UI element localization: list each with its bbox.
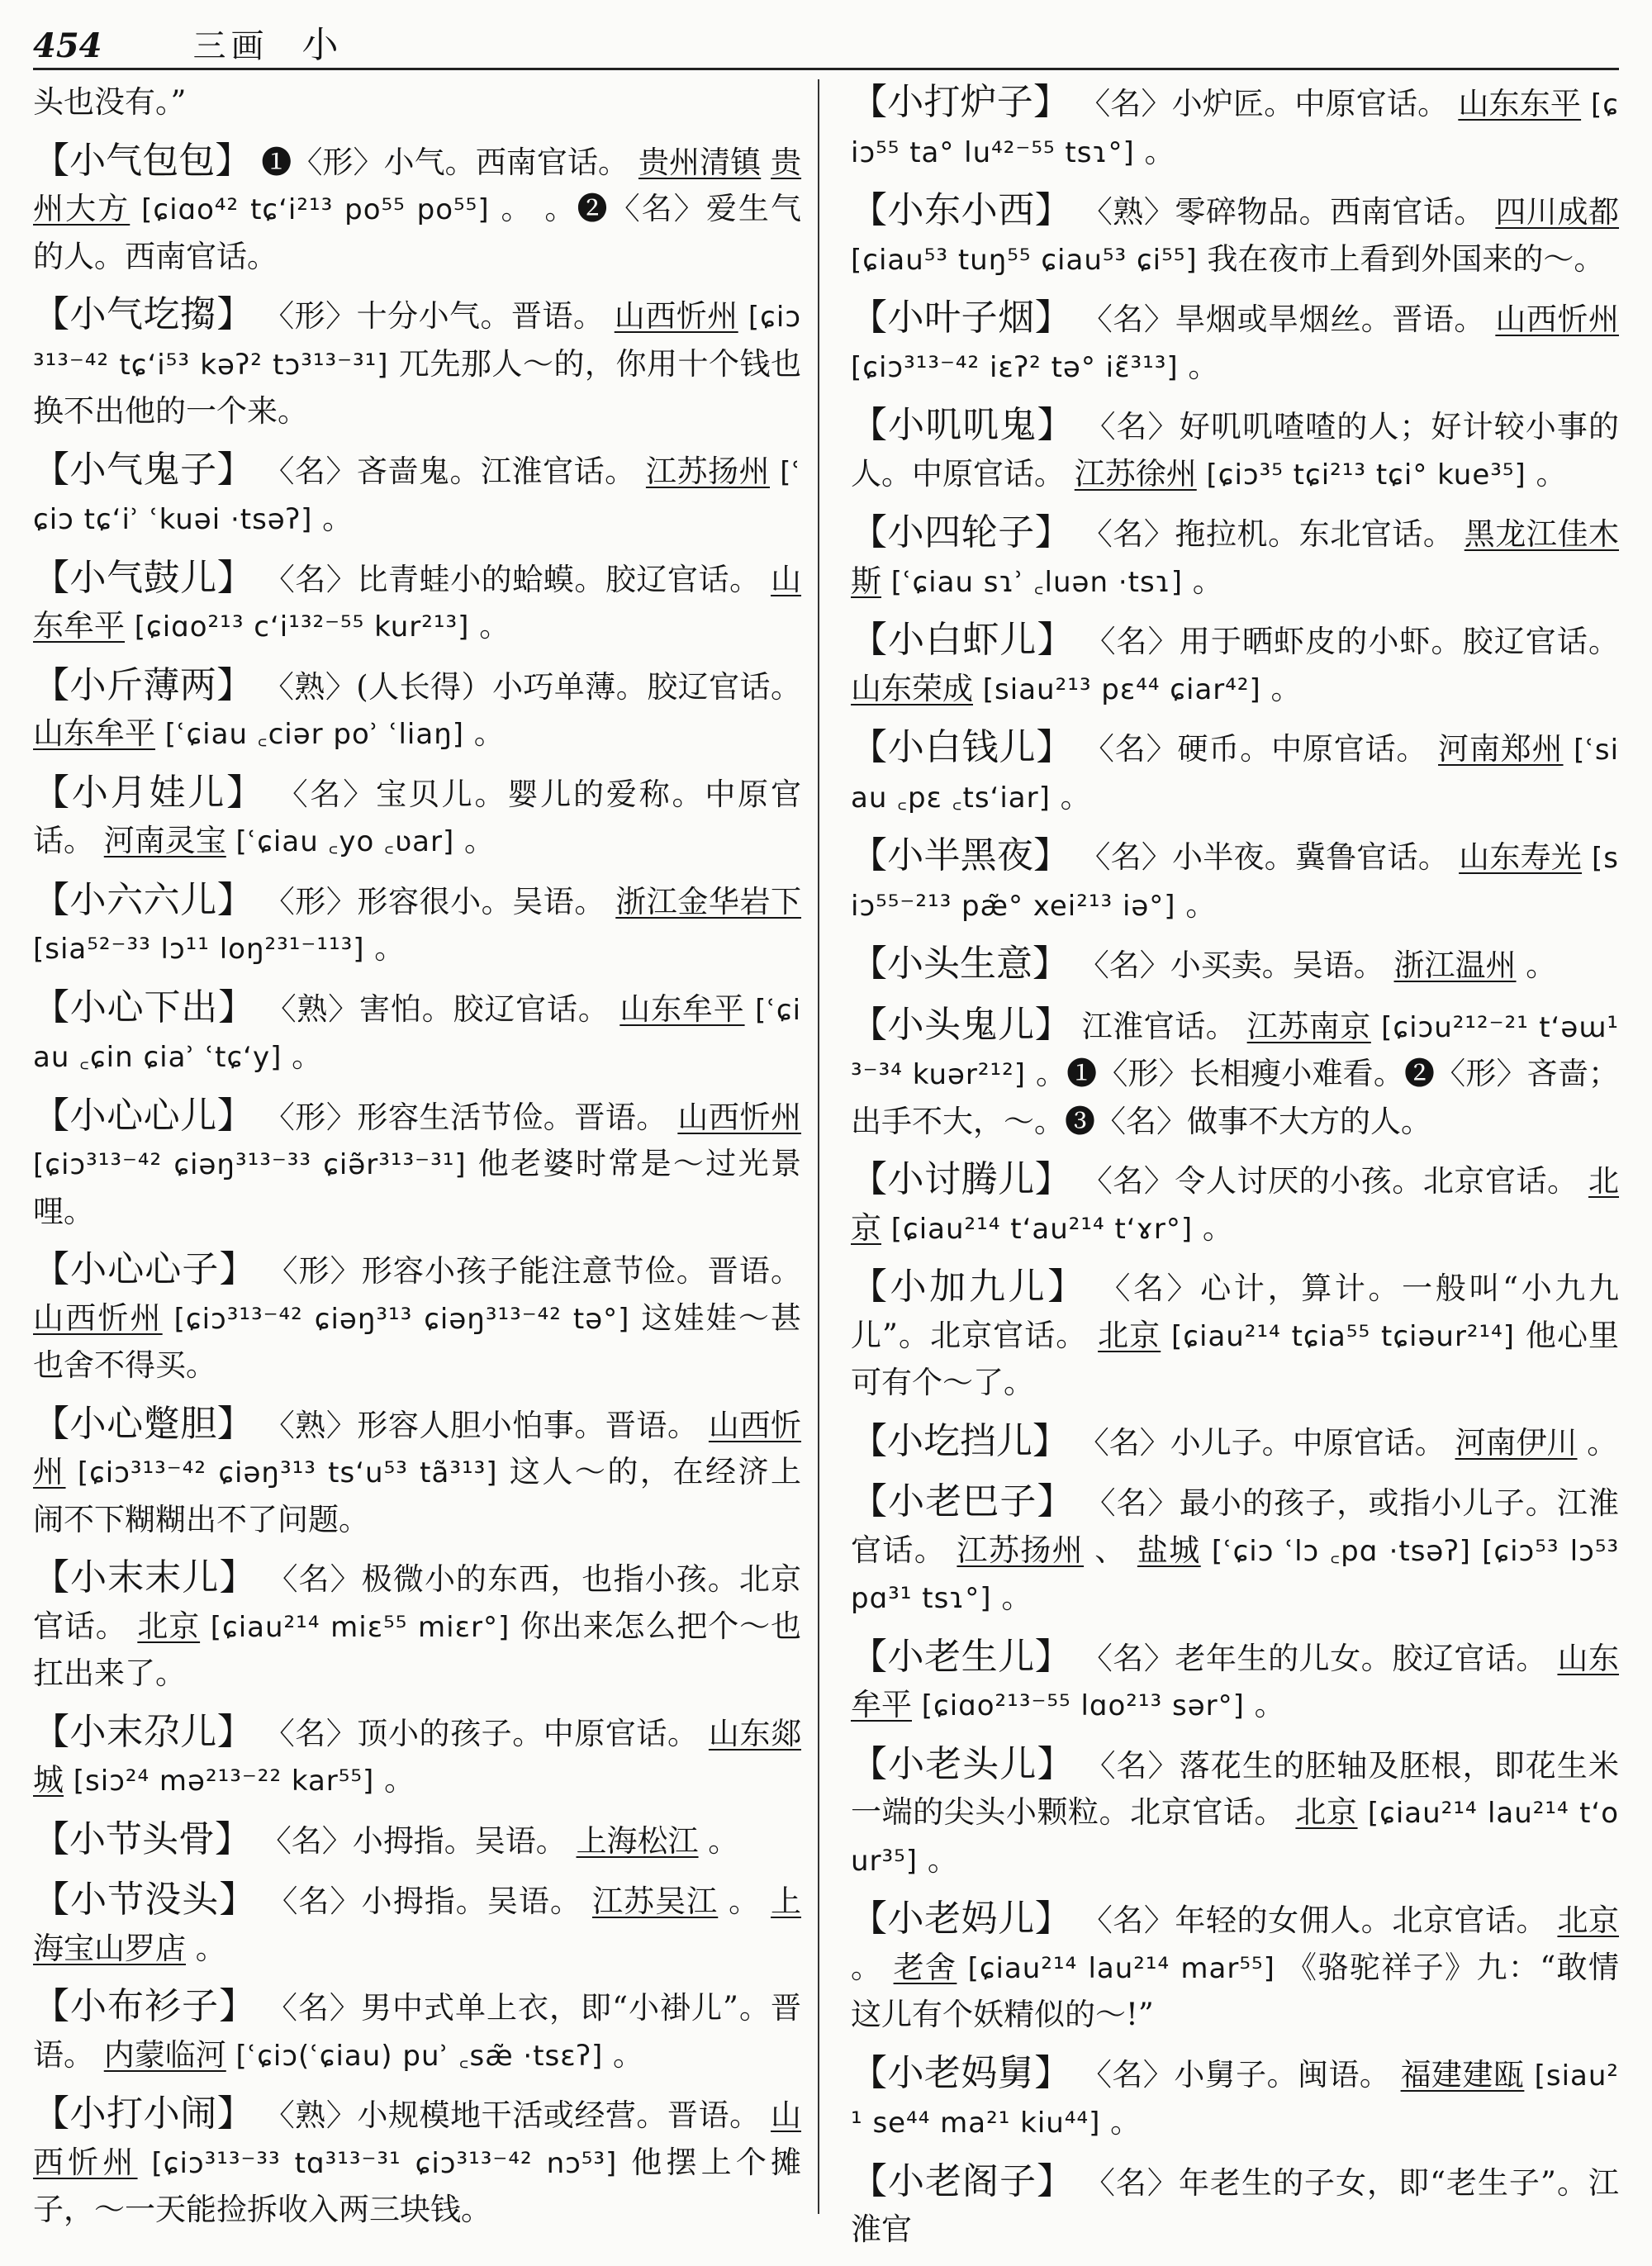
entry-location: 山西忻州 <box>614 298 738 334</box>
entry-location: 山东牟平 <box>33 561 802 644</box>
entry-example: 。 <box>1202 1209 1233 1246</box>
entry-location: 江苏扬州 <box>645 453 770 489</box>
entry-definition: 〈熟〉小规模地干活或经营。晋语。 <box>263 2097 761 2133</box>
entry-definition: 〈名〉用于晒虾皮的小虾。胶辽官话。 <box>1085 624 1620 659</box>
dictionary-entry <box>33 985 801 1081</box>
entry-location: 山东牟平 <box>33 715 155 751</box>
column-divider <box>818 79 819 2214</box>
entry-headword: 【小加九儿】 <box>851 1266 1087 1308</box>
entry-example: 。 <box>927 1841 958 1878</box>
entry-location: 内蒙临河 <box>103 2036 226 2073</box>
entry-location: 山东荣成 <box>851 670 973 706</box>
entry-location: 北京 <box>1295 1794 1358 1830</box>
entry-example: 。 <box>1270 670 1302 706</box>
entry-example: 。 <box>292 1038 323 1074</box>
dictionary-entry <box>851 1479 1619 1622</box>
entry-headword: 【小心心子】 <box>33 1248 257 1290</box>
entry-headword: 【小心蹩胆】 <box>33 1402 254 1445</box>
entry-location: 北京 <box>1098 1317 1161 1353</box>
entry-definition: 〈形〉形容小孩子能注意节俭。晋语。 <box>267 1253 802 1289</box>
entry-phonetic: [siɔ²⁴ mə²¹³⁻²² kar⁵⁵] <box>73 1765 375 1798</box>
dictionary-entry <box>851 1896 1619 2039</box>
entry-headword: 【小老巴子】 <box>851 1480 1075 1523</box>
entry-definition: 〈形〉形容生活节俭。晋语。 <box>263 1099 667 1135</box>
entry-headword: 【小东小西】 <box>851 189 1072 231</box>
entry-phonetic: [ʿɕiau sɿʾ ꜀luən ·tsɿ] <box>890 565 1183 599</box>
entry-definition: 〈名〉小半夜。冀鲁官话。 <box>1080 839 1450 875</box>
dictionary-entry <box>851 2050 1619 2147</box>
entry-separator: 。 <box>851 1949 883 1985</box>
entry-location: 山西忻州 <box>33 2097 802 2180</box>
left-column <box>33 79 801 2245</box>
dictionary-entry <box>851 941 1619 990</box>
entry-location: 山西忻州 <box>33 1299 163 1336</box>
entry-headword: 【小老妈舅】 <box>851 2051 1071 2094</box>
entry-definition: 〈名〉宝贝儿。婴儿的爱称。中原官话。 <box>33 776 802 858</box>
entry-phonetic: [siɔ⁵⁵⁻²¹³ pæ̃° xei²¹³ iə°] <box>851 842 1620 923</box>
entry-location: 山西忻州 <box>33 1407 802 1489</box>
entry-headword: 【小老头儿】 <box>851 1742 1075 1785</box>
entry-phonetic: [ɕiɔ³¹³⁻⁴² ɕiəŋ³¹³ ɕiəŋ³¹³⁻⁴² tə°] <box>173 1302 630 1336</box>
entry-location: 浙江温州 <box>1393 948 1517 983</box>
entry-location: 江苏吴江 <box>591 1884 719 1919</box>
dictionary-entry <box>33 770 801 866</box>
entry-location-2: 盐城 <box>1137 1532 1201 1568</box>
dictionary-entry <box>851 724 1619 821</box>
entry-definition: 〈名〉小买卖。吴语。 <box>1078 948 1384 983</box>
entry-definition: 〈名〉拖拉机。东北官话。 <box>1081 516 1455 552</box>
entry-example: 你出来怎么把个～也扛出来了。 <box>33 1608 802 1691</box>
right-entries <box>851 79 1619 2254</box>
entry-definition: 〈名〉硬币。中原官话。 <box>1083 731 1428 767</box>
entry-phonetic: [ɕiau²¹⁴ lau²¹⁴ tʻour³⁵] <box>851 1797 1620 1878</box>
entry-location: 北京 <box>1557 1903 1620 1938</box>
entry-definition: 〈熟〉形容人胆小怕事。晋语。 <box>263 1407 699 1443</box>
entry-phonetic: [ɕiɔ⁵⁵ ta° lu⁴²⁻⁵⁵ tsɿ°] <box>851 88 1620 169</box>
entry-definition: 〈名〉极微小的东西，也指小孩。北京官话。 <box>33 1561 802 1644</box>
entry-headword: 【小气圪搊】 <box>33 293 254 335</box>
entry-location: 福建建瓯 <box>1400 2056 1525 2093</box>
entry-separator: 。 <box>729 1884 761 1919</box>
entry-headword: 【小老阁子】 <box>851 2159 1075 2202</box>
entry-headword: 【小气鼓儿】 <box>33 556 254 599</box>
dictionary-entry <box>851 2159 1619 2254</box>
entry-headword: 【小打小闹】 <box>33 2093 254 2135</box>
dictionary-entry <box>851 833 1619 929</box>
entry-headword: 【小心心儿】 <box>33 1094 254 1137</box>
dictionary-entry <box>33 447 801 544</box>
entry-headword: 【小节没头】 <box>33 1879 257 1921</box>
entry-text: 。 <box>501 191 534 226</box>
entry-example: 。 <box>1144 133 1175 169</box>
entry-definition: 〈名〉小拇指。吴语。 <box>267 1884 582 1919</box>
section-label: 三画 <box>192 27 269 65</box>
entry-headword: 【小月娃儿】 <box>33 771 265 814</box>
entry-location: 上海松江 <box>576 1822 699 1859</box>
entry-headword: 【小节头骨】 <box>33 1817 251 1860</box>
entry-definition: 〈熟〉害怕。胶辽官话。 <box>265 990 610 1027</box>
entry-headword: 【小心下出】 <box>33 986 255 1028</box>
entry-location-2: 老舍 <box>893 1949 957 1985</box>
entry-headword: 【小讨腾儿】 <box>851 1158 1072 1200</box>
entry-definition: 〈名〉老年生的儿女。胶辽官话。 <box>1081 1640 1548 1676</box>
entry-definition: 〈名〉顶小的孩子。中原官话。 <box>263 1715 699 1751</box>
entry-location: 山东东平 <box>1458 86 1582 121</box>
entry-location: 河南伊川 <box>1455 1424 1578 1461</box>
dictionary-entry <box>851 79 1619 176</box>
entry-headword: 【小半黑夜】 <box>851 834 1070 876</box>
entry-phonetic: [ɕiɑo²¹³ cʻi¹³²⁻⁵⁵ kur²¹³] <box>134 610 470 644</box>
entry-example: 。 <box>1188 348 1219 384</box>
entry-headword: 【小末尕儿】 <box>33 1710 254 1753</box>
entry-phonetic: [ɕiɔu²¹²⁻²¹ tʻəɯ¹³⁻³⁴ kuər²¹²] <box>851 1010 1620 1091</box>
entry-phonetic: [ɕiɔ³⁵ tɕi²¹³ tɕi° kue³⁵] <box>1206 458 1526 492</box>
entry-example: 。 <box>1526 948 1557 983</box>
entry-headword: 【小末末儿】 <box>33 1556 257 1599</box>
entry-example: 。 <box>613 2036 644 2073</box>
dictionary-entry <box>33 1709 801 1805</box>
entry-definition: 〈名〉小拇指。吴语。 <box>260 1822 567 1859</box>
entry-example: 这娃娃～甚也舍不得买。 <box>33 1299 802 1383</box>
entry-phonetic: [ɕiau²¹⁴ tʻau²¹⁴ tʻɤr°] <box>890 1212 1194 1246</box>
entry-headword: 【小叽叽鬼】 <box>851 404 1075 446</box>
entry-headword: 【小头鬼儿】 <box>851 1003 1072 1046</box>
entry-location: 山东郯城 <box>33 1715 802 1798</box>
dictionary-entry <box>33 1247 801 1390</box>
entry-headword: 【小圪挡儿】 <box>851 1419 1069 1462</box>
entry-phonetic: [ɕiau⁵³ tuŋ⁵⁵ ɕiau⁵³ ɕi⁵⁵] <box>851 243 1198 277</box>
entry-phonetic: [ɕiɔ³¹³⁻⁴² iɛʔ² tə° iɛ̃³¹³] <box>851 350 1179 384</box>
dictionary-entry <box>33 138 801 281</box>
entry-phonetic: [ʿɕiɔ ʿlɔ ꜀pɑ ·tsəʔ] <box>1211 1534 1471 1568</box>
entry-example: 兀先那人～的，你用十个钱也换不出他的一个来。 <box>33 345 802 429</box>
dictionary-entry <box>33 2091 801 2234</box>
header-rule <box>33 68 1619 70</box>
entry-phonetic: [siau²¹³ pɛ⁴⁴ ɕiar⁴²] <box>982 672 1261 706</box>
dictionary-entry <box>851 617 1619 713</box>
dictionary-entry <box>851 1741 1619 1885</box>
entry-phonetic-2: [ɕiɔ⁵³ lɔ⁵³ pɑ³¹ tsɿ°] <box>851 1534 1620 1615</box>
entry-location: 江苏徐州 <box>1074 455 1197 492</box>
entry-example: 。❶〈形〉长相瘦小难看。❷〈形〉吝啬；出手不大，～。❸〈名〉做事不大方的人。 <box>851 1056 1620 1139</box>
dictionary-entry <box>851 1002 1619 1146</box>
entry-phonetic: [siau²¹ se⁴⁴ ma²¹ kiu⁴⁴] <box>851 2059 1620 2140</box>
entry-example: 。 <box>464 823 496 858</box>
entry-definition: 〈名〉比青蛙小的蛤蟆。胶辽官话。 <box>263 561 761 597</box>
entry-headword: 【小气鬼子】 <box>33 448 254 491</box>
entry-phonetic: [sia⁵²⁻³³ lɔ¹¹ loŋ²³¹⁻¹¹³] <box>33 933 365 966</box>
entry-example: 。 <box>1060 778 1091 815</box>
entry-example: 。 <box>1185 886 1217 923</box>
entry-headword: 【小气包包】 <box>33 139 252 182</box>
entry-definition: 〈名〉男中式单上衣，即“小褂儿”。晋语。 <box>33 1990 801 2073</box>
entry-definition: 〈形〉十分小气。晋语。 <box>263 298 605 334</box>
entry-example: 。 <box>1001 1580 1032 1615</box>
dictionary-entry <box>851 1418 1619 1468</box>
entry-headword: 【小老生儿】 <box>851 1635 1072 1678</box>
entry-headword: 【小白虾儿】 <box>851 619 1075 661</box>
dictionary-entry <box>33 877 801 973</box>
dictionary-entry <box>33 292 801 435</box>
entry-location: 山东寿光 <box>1459 839 1583 875</box>
left-entries <box>33 138 801 2234</box>
entry-example: 他摆上个摊子，～一天能捡拆收入两三块钱。 <box>33 2144 802 2227</box>
entry-location: 江苏扬州 <box>957 1532 1085 1568</box>
entry-phonetic: [ɕiau²¹⁴ lau²¹⁴ mar⁵⁵] <box>967 1951 1275 1985</box>
dictionary-entry <box>851 510 1619 606</box>
entry-headword: 【小六六儿】 <box>33 878 254 921</box>
entry-phonetic: [ɕiɑo²¹³⁻⁵⁵ lɑo²¹³ sər°] <box>921 1689 1245 1722</box>
entry-example: 他老婆时常是～过光景哩。 <box>33 1146 802 1229</box>
entry-headword: 【小叶子烟】 <box>851 297 1072 339</box>
entry-location-2: 上海宝山罗店 <box>33 1884 802 1966</box>
entry-phonetic: [ɕiau²¹⁴ tɕia⁵⁵ tɕiəur²¹⁴] <box>1171 1319 1516 1353</box>
entry-headword: 【小斤薄两】 <box>33 663 254 706</box>
entry-example: 。 <box>1536 455 1567 492</box>
entry-definition: 〈名〉旱烟或旱烟丝。晋语。 <box>1081 302 1485 337</box>
dictionary-entry <box>851 1634 1619 1730</box>
entry-example: 。 <box>195 1930 226 1966</box>
entry-definition: 〈形〉形容很小。吴语。 <box>263 883 605 919</box>
dictionary-entry <box>33 555 801 651</box>
entry-location: 江苏南京 <box>1246 1008 1371 1044</box>
entry-example: 。 <box>1587 1424 1618 1461</box>
entry-phonetic: [ɕiɔ³¹³⁻⁴² ɕiəŋ³¹³⁻³³ ɕiə̃r³¹³⁻³¹] <box>33 1148 467 1181</box>
entry-example: 。 <box>322 501 354 536</box>
entry-location: 贵州清镇 <box>638 144 762 180</box>
entry-location: 河南郑州 <box>1438 731 1564 767</box>
entry-example: 。 <box>1192 563 1223 599</box>
entry-location: 北京 <box>851 1163 1620 1246</box>
entry-location: 浙江金华岩下 <box>615 883 802 919</box>
entry-definition: 〈名〉最小的孩子，或指小儿子。江淮官话。 <box>851 1485 1620 1568</box>
entry-example: 。 <box>708 1822 739 1859</box>
entry-headword: 【小白钱儿】 <box>851 726 1074 768</box>
entry-definition: 〈名〉好叽叽喳喳的人；好计较小事的人。中原官话。 <box>851 409 1620 492</box>
entry-definition: 江淮官话。 <box>1081 1008 1237 1044</box>
entry-definition: 〈名〉小舅子。闽语。 <box>1080 2056 1391 2093</box>
entry-location: 北京 <box>137 1608 201 1644</box>
entry-example: 。❷〈名〉爱生气的人。西南官话。 <box>33 191 802 274</box>
entry-example: 。 <box>473 715 505 751</box>
entry-phonetic: [ɕiɔ³¹³⁻⁴² tɕʻi⁵³ kəʔ² tɔ³¹³⁻³¹] <box>33 301 802 382</box>
dictionary-entry <box>33 1877 801 1972</box>
entry-location: 河南灵宝 <box>103 823 226 858</box>
entry-example: 。 <box>374 930 406 966</box>
entry-example: 我在夜市上看到外国来的～。 <box>1207 240 1605 277</box>
continuation-text: 头也没有。” <box>33 84 187 120</box>
dictionary-entry <box>851 1157 1619 1252</box>
entry-location-2: 贵州大方 <box>33 144 802 226</box>
entry-headword: 【小头生意】 <box>851 943 1069 985</box>
entry-definition: 〈名〉小炉匠。中原官话。 <box>1080 86 1449 121</box>
entry-definition: 〈熟〉(人长得）小巧单薄。胶辽官话。 <box>263 668 802 705</box>
entry-definition: 〈名〉令人讨厌的小孩。北京官话。 <box>1081 1163 1578 1199</box>
entry-definition: 〈熟〉零碎物品。西南官话。 <box>1081 194 1485 230</box>
entry-example: 他心里可有个～了。 <box>851 1317 1619 1400</box>
entry-definition: ❶〈形〉小气。西南官话。 <box>261 144 629 180</box>
dictionary-entry <box>33 1817 801 1866</box>
entry-phonetic: [ɕiau²¹⁴ miɛ⁵⁵ miɛr°] <box>210 1610 510 1644</box>
index-character: 小 <box>301 24 339 66</box>
entry-phonetic: [ʿɕiau ꜀ɕin ɕiaʾ ʿtɕʻy] <box>33 993 802 1074</box>
entry-location: 山东牟平 <box>851 1640 1620 1722</box>
entry-example: 。 <box>479 608 510 644</box>
dictionary-entry <box>851 295 1619 391</box>
entry-location: 四川成都 <box>1495 194 1620 230</box>
entry-phonetic: [ɕiɔ³¹³⁻⁴² ɕiəŋ³¹³ tsʻu⁵³ tã³¹³] <box>77 1456 498 1489</box>
entry-definition: 〈名〉年轻的女佣人。北京官话。 <box>1081 1903 1548 1938</box>
entry-headword: 【小布衫子】 <box>33 1985 257 2027</box>
dictionary-entry <box>33 1093 801 1236</box>
entry-example: 。 <box>1110 2104 1142 2140</box>
entry-example: 《骆驼祥子》九：“敢情这儿有个妖精似的～!” <box>851 1949 1619 2032</box>
entry-headword: 【小打炉子】 <box>851 81 1070 123</box>
entry-example: 。 <box>384 1762 415 1798</box>
entry-phonetic: [ʿsiau ꜀pɛ ꜀tsʻiar] <box>851 734 1620 815</box>
dictionary-entry <box>33 1555 801 1698</box>
dictionary-entry <box>33 663 801 758</box>
entry-location: 黑龙江佳木斯 <box>851 516 1620 599</box>
entry-separator: 、 <box>1094 1532 1127 1568</box>
dictionary-entry <box>851 402 1619 498</box>
entry-phonetic: [ɕiɔ³¹³⁻³³ tɑ³¹³⁻³¹ ɕiɔ³¹³⁻⁴² nɔ⁵³] <box>151 2146 618 2180</box>
page-number: 454 <box>33 26 102 65</box>
entry-headword: 【小四轮子】 <box>851 511 1072 553</box>
page-header <box>33 15 339 64</box>
dictionary-entry <box>33 1401 801 1544</box>
entry-phonetic: [ɕiɑo⁴² tɕʻi²¹³ po⁵⁵ po⁵⁵] <box>141 193 490 226</box>
dictionary-entry <box>851 188 1619 283</box>
entry-phonetic: [ʿɕiɔ tɕʻiʾ ʿkuəi ·tsəʔ] <box>33 455 801 536</box>
entry-definition: 〈名〉落花生的胚轴及胚根，即花生米一端的尖头小颗粒。北京官话。 <box>851 1747 1620 1830</box>
entry-example: 这人～的，在经济上闹不下糊糊出不了问题。 <box>33 1454 802 1537</box>
entry-headword: 【小老妈儿】 <box>851 1898 1072 1940</box>
entry-definition: 〈名〉心计，算计。一般叫“小九九儿”。北京官话。 <box>851 1271 1620 1353</box>
entry-location: 山东牟平 <box>620 990 745 1027</box>
entry-example: 。 <box>1254 1687 1285 1722</box>
entry-phonetic: [ʿɕiau ꜀ciər poʾ ʿliaŋ] <box>164 718 465 751</box>
entry-phonetic: [ʿɕiau ꜀yo ꜀ʋar] <box>235 825 455 858</box>
entry-phonetic: [ʿɕiɔ(ʿɕiau) puʾ ꜀sæ̃ ·tsɛʔ] <box>235 2039 604 2073</box>
entry-location: 山西忻州 <box>1495 302 1620 337</box>
entry-definition: 〈名〉小儿子。中原官话。 <box>1078 1424 1446 1461</box>
entry-definition: 〈名〉吝啬鬼。江淮官话。 <box>263 453 636 489</box>
right-column <box>851 79 1619 2266</box>
entry-definition: 〈名〉年老生的子女，即“老生子”。江淮官 <box>851 2164 1619 2247</box>
dictionary-entry <box>851 1264 1619 1407</box>
dictionary-entry <box>33 1983 801 2079</box>
entry-location: 山西忻州 <box>677 1099 802 1135</box>
